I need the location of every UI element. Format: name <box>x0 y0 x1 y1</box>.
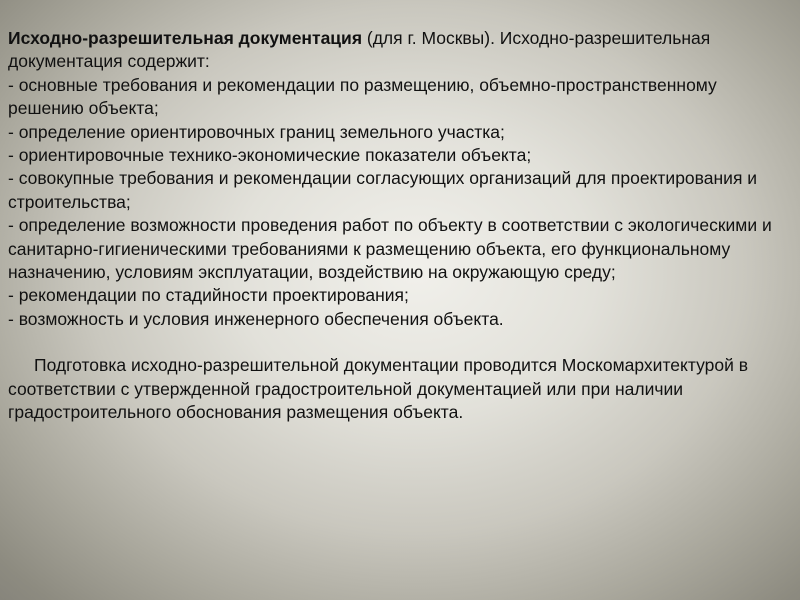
paragraph-spacer <box>8 331 793 354</box>
closing-paragraph <box>8 354 793 424</box>
slide-text-body <box>8 27 793 425</box>
list-item: - совокупные требования и рекомендации согласующих организаций для проектирования и строительства; <box>8 168 758 212</box>
intro-rest: (для г. Москвы). Исходно-разрешительная документация содержит: <box>8 28 711 72</box>
intro-bold-term: Исходно-разрешительная документация <box>8 28 363 48</box>
list-item: - рекомендации по стадийности проектирования; <box>8 285 409 306</box>
list-item: - ориентировочные технико-экономические показатели объекта; <box>8 145 532 166</box>
intro-paragraph <box>8 27 793 74</box>
list-item: - основные требования и рекомендации по размещению, объемно-пространственному решению объекта; <box>8 74 717 119</box>
list-item: - определение ориентировочных границ земельного участка; <box>8 121 505 142</box>
list-item: - определение возможности проведения работ по объекту в соответствии с экологическими и санитарно-гигиеническими требованиями к размещению объекта, его функциональному назначению, условиям эксплуатации, воздействию на окружающую среду; <box>8 215 772 283</box>
closing-text: Подготовка исходно-разрешительной документации проводится Москомархитектурой в соответствии с утвержденной градостроительной документацией или при наличии градостроительного обоснования размещения объекта. <box>8 355 749 423</box>
list-item: - возможность и условия инженерного обеспечения объекта. <box>8 308 504 329</box>
